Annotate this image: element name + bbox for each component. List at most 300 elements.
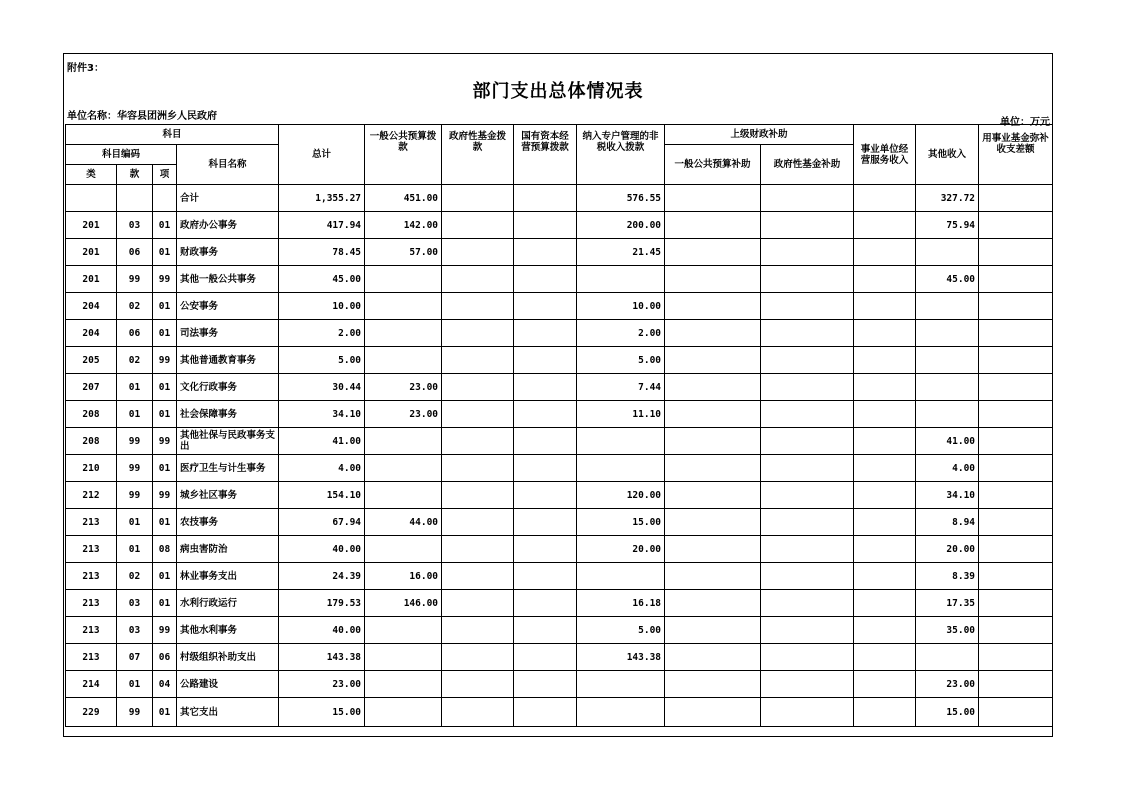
fund-balance-value (979, 671, 1053, 698)
general-budget-value (365, 482, 442, 509)
general-budget-value: 44.00 (365, 509, 442, 536)
general-budget-value (365, 347, 442, 374)
special-non-tax-value (577, 266, 665, 293)
table-row (66, 320, 1053, 347)
fund-balance-value (979, 266, 1053, 293)
item-code: 01 (153, 320, 177, 347)
section-code: 03 (117, 590, 153, 617)
general-budget-value (365, 455, 442, 482)
service-income-value (854, 347, 916, 374)
header-superior-subsidy: 上级财政补助 (665, 125, 854, 145)
fund-balance-value (979, 536, 1053, 563)
total-value: 5.00 (279, 347, 365, 374)
gov-fund-value (442, 401, 514, 428)
subject-name: 水利行政运行 (177, 590, 279, 617)
general-budget-value (365, 293, 442, 320)
other-income-value: 15.00 (916, 698, 979, 727)
attachment-label: 附件3： (67, 63, 104, 74)
superior-fund-value (761, 212, 854, 239)
class-code (66, 185, 117, 212)
superior-fund-value (761, 320, 854, 347)
state-capital-value (514, 671, 577, 698)
table-row (66, 536, 1053, 563)
special-non-tax-value (577, 455, 665, 482)
fund-balance-value (979, 347, 1053, 374)
total-value: 40.00 (279, 617, 365, 644)
superior-general-value (665, 698, 761, 727)
class-code: 201 (66, 239, 117, 266)
section-code: 03 (117, 212, 153, 239)
special-non-tax-value (577, 671, 665, 698)
state-capital-value (514, 374, 577, 401)
total-value: 40.00 (279, 536, 365, 563)
other-income-value: 35.00 (916, 617, 979, 644)
fund-balance-value (979, 482, 1053, 509)
subject-name: 村级组织补助支出 (177, 644, 279, 671)
gov-fund-value (442, 374, 514, 401)
special-non-tax-value: 15.00 (577, 509, 665, 536)
service-income-value (854, 455, 916, 482)
superior-fund-value (761, 185, 854, 212)
class-code: 213 (66, 617, 117, 644)
service-income-value (854, 374, 916, 401)
special-non-tax-value: 143.38 (577, 644, 665, 671)
service-income-value (854, 536, 916, 563)
table-row (66, 185, 1053, 212)
item-code: 01 (153, 698, 177, 727)
fund-balance-value (979, 509, 1053, 536)
table-row (66, 428, 1053, 455)
fund-balance-value (979, 563, 1053, 590)
total-value: 45.00 (279, 266, 365, 293)
section-code: 99 (117, 428, 153, 455)
class-code: 207 (66, 374, 117, 401)
superior-fund-value (761, 293, 854, 320)
class-code: 201 (66, 212, 117, 239)
other-income-value (916, 374, 979, 401)
special-non-tax-value: 200.00 (577, 212, 665, 239)
section-code: 03 (117, 617, 153, 644)
other-income-value: 34.10 (916, 482, 979, 509)
section-code: 99 (117, 698, 153, 727)
subject-name: 其他社保与民政事务支出 (177, 428, 279, 455)
section-code: 99 (117, 266, 153, 293)
subject-name: 政府办公事务 (177, 212, 279, 239)
general-budget-value (365, 266, 442, 293)
subject-name: 文化行政事务 (177, 374, 279, 401)
service-income-value (854, 563, 916, 590)
fund-balance-value (979, 320, 1053, 347)
subject-name: 病虫害防治 (177, 536, 279, 563)
item-code: 01 (153, 374, 177, 401)
general-budget-value: 146.00 (365, 590, 442, 617)
other-income-value (916, 320, 979, 347)
subject-name: 农技事务 (177, 509, 279, 536)
superior-general-value (665, 671, 761, 698)
superior-general-value (665, 185, 761, 212)
section-code: 02 (117, 563, 153, 590)
superior-general-value (665, 482, 761, 509)
header-subject-name: 科目名称 (177, 145, 279, 185)
gov-fund-value (442, 293, 514, 320)
section-code: 02 (117, 347, 153, 374)
other-income-value: 4.00 (916, 455, 979, 482)
general-budget-value: 451.00 (365, 185, 442, 212)
currency-unit-label: 单位：万元 (1000, 117, 1050, 128)
table-row (66, 563, 1053, 590)
total-value: 179.53 (279, 590, 365, 617)
gov-fund-value (442, 212, 514, 239)
subject-name: 司法事务 (177, 320, 279, 347)
subject-name: 其他一般公共事务 (177, 266, 279, 293)
item-code: 99 (153, 617, 177, 644)
section-code: 01 (117, 374, 153, 401)
superior-fund-value (761, 428, 854, 455)
gov-fund-value (442, 590, 514, 617)
section-code (117, 185, 153, 212)
item-code: 01 (153, 239, 177, 266)
superior-general-value (665, 401, 761, 428)
fund-balance-value (979, 212, 1053, 239)
expenditure-table (65, 124, 1053, 727)
general-budget-value (365, 644, 442, 671)
general-budget-value (365, 536, 442, 563)
service-income-value (854, 698, 916, 727)
superior-fund-value (761, 563, 854, 590)
state-capital-value (514, 644, 577, 671)
other-income-value (916, 401, 979, 428)
total-value: 4.00 (279, 455, 365, 482)
service-income-value (854, 320, 916, 347)
state-capital-value (514, 347, 577, 374)
service-income-value (854, 266, 916, 293)
state-capital-value (514, 455, 577, 482)
total-value: 41.00 (279, 428, 365, 455)
state-capital-value (514, 293, 577, 320)
table-row (66, 266, 1053, 293)
table-row (66, 590, 1053, 617)
state-capital-value (514, 536, 577, 563)
superior-general-value (665, 644, 761, 671)
general-budget-value (365, 698, 442, 727)
total-value: 10.00 (279, 293, 365, 320)
gov-fund-value (442, 347, 514, 374)
total-value: 78.45 (279, 239, 365, 266)
class-code: 201 (66, 266, 117, 293)
header-subject: 科目 (66, 125, 279, 145)
general-budget-value (365, 320, 442, 347)
service-income-value (854, 590, 916, 617)
service-income-value (854, 671, 916, 698)
header-special-non-tax: 纳入专户管理的非税收入拨款 (577, 125, 665, 185)
class-code: 212 (66, 482, 117, 509)
gov-fund-value (442, 563, 514, 590)
service-income-value (854, 185, 916, 212)
state-capital-value (514, 239, 577, 266)
superior-general-value (665, 374, 761, 401)
service-income-value (854, 428, 916, 455)
special-non-tax-value: 21.45 (577, 239, 665, 266)
header-subject-code: 科目编码 (66, 145, 177, 165)
superior-fund-value (761, 239, 854, 266)
table-row (66, 374, 1053, 401)
gov-fund-value (442, 482, 514, 509)
fund-balance-value (979, 617, 1053, 644)
superior-fund-value (761, 698, 854, 727)
class-code: 204 (66, 320, 117, 347)
superior-fund-value (761, 590, 854, 617)
section-code: 01 (117, 536, 153, 563)
superior-fund-value (761, 617, 854, 644)
gov-fund-value (442, 671, 514, 698)
header-total: 总计 (279, 125, 365, 185)
total-value: 1,355.27 (279, 185, 365, 212)
fund-balance-value (979, 293, 1053, 320)
header-gov-fund: 政府性基金拨款 (442, 125, 514, 185)
other-income-value: 8.94 (916, 509, 979, 536)
special-non-tax-value: 16.18 (577, 590, 665, 617)
superior-general-value (665, 536, 761, 563)
class-code: 213 (66, 509, 117, 536)
superior-general-value (665, 563, 761, 590)
superior-general-value (665, 455, 761, 482)
item-code: 01 (153, 590, 177, 617)
gov-fund-value (442, 428, 514, 455)
special-non-tax-value: 10.00 (577, 293, 665, 320)
table-row (66, 347, 1053, 374)
superior-general-value (665, 590, 761, 617)
header-class: 类 (66, 165, 117, 185)
state-capital-value (514, 698, 577, 727)
superior-fund-value (761, 401, 854, 428)
superior-general-value (665, 347, 761, 374)
fund-balance-value (979, 185, 1053, 212)
table-row (66, 482, 1053, 509)
header-section: 款 (117, 165, 153, 185)
fund-balance-value (979, 374, 1053, 401)
header-general-budget: 一般公共预算拨款 (365, 125, 442, 185)
service-income-value (854, 617, 916, 644)
state-capital-value (514, 563, 577, 590)
fund-balance-value (979, 428, 1053, 455)
gov-fund-value (442, 266, 514, 293)
section-code: 07 (117, 644, 153, 671)
special-non-tax-value (577, 563, 665, 590)
superior-general-value (665, 617, 761, 644)
special-non-tax-value (577, 428, 665, 455)
special-non-tax-value (577, 698, 665, 727)
section-code: 01 (117, 509, 153, 536)
service-income-value (854, 509, 916, 536)
general-budget-value: 23.00 (365, 401, 442, 428)
gov-fund-value (442, 698, 514, 727)
class-code: 208 (66, 401, 117, 428)
subject-name: 城乡社区事务 (177, 482, 279, 509)
class-code: 213 (66, 563, 117, 590)
table-row (66, 644, 1053, 671)
item-code: 01 (153, 509, 177, 536)
header-service-income: 事业单位经营服务收入 (854, 125, 916, 185)
total-value: 34.10 (279, 401, 365, 428)
other-income-value (916, 293, 979, 320)
header-superior-general: 一般公共预算补助 (665, 145, 761, 185)
gov-fund-value (442, 617, 514, 644)
superior-fund-value (761, 509, 854, 536)
superior-fund-value (761, 347, 854, 374)
special-non-tax-value: 2.00 (577, 320, 665, 347)
item-code: 01 (153, 401, 177, 428)
superior-general-value (665, 212, 761, 239)
item-code: 99 (153, 482, 177, 509)
state-capital-value (514, 320, 577, 347)
fund-balance-value (979, 239, 1053, 266)
fund-balance-value (979, 644, 1053, 671)
section-code: 02 (117, 293, 153, 320)
header-state-capital: 国有资本经营预算拨款 (514, 125, 577, 185)
subject-name: 其他普通教育事务 (177, 347, 279, 374)
unit-name-label: 单位名称：华容县团洲乡人民政府 (67, 111, 217, 122)
special-non-tax-value: 5.00 (577, 617, 665, 644)
general-budget-value: 57.00 (365, 239, 442, 266)
header-superior-fund: 政府性基金补助 (761, 145, 854, 185)
section-code: 01 (117, 671, 153, 698)
superior-general-value (665, 293, 761, 320)
superior-fund-value (761, 374, 854, 401)
superior-fund-value (761, 536, 854, 563)
subject-name: 公安事务 (177, 293, 279, 320)
table-row (66, 239, 1053, 266)
state-capital-value (514, 617, 577, 644)
state-capital-value (514, 401, 577, 428)
superior-fund-value (761, 482, 854, 509)
table-row (66, 617, 1053, 644)
table-row (66, 509, 1053, 536)
total-value: 15.00 (279, 698, 365, 727)
gov-fund-value (442, 644, 514, 671)
other-income-value (916, 347, 979, 374)
item-code: 99 (153, 347, 177, 374)
subject-name: 社会保障事务 (177, 401, 279, 428)
item-code: 99 (153, 266, 177, 293)
table-row (66, 212, 1053, 239)
state-capital-value (514, 482, 577, 509)
table-row (66, 455, 1053, 482)
table-row (66, 698, 1053, 727)
other-income-value: 23.00 (916, 671, 979, 698)
superior-general-value (665, 428, 761, 455)
gov-fund-value (442, 509, 514, 536)
other-income-value: 17.35 (916, 590, 979, 617)
total-value: 154.10 (279, 482, 365, 509)
service-income-value (854, 644, 916, 671)
gov-fund-value (442, 455, 514, 482)
superior-fund-value (761, 266, 854, 293)
superior-general-value (665, 320, 761, 347)
other-income-value: 327.72 (916, 185, 979, 212)
table-row (66, 293, 1053, 320)
subject-name: 其它支出 (177, 698, 279, 727)
gov-fund-value (442, 185, 514, 212)
page-title: 部门支出总体情况表 (472, 81, 644, 102)
class-code: 204 (66, 293, 117, 320)
superior-fund-value (761, 671, 854, 698)
class-code: 208 (66, 428, 117, 455)
other-income-value: 20.00 (916, 536, 979, 563)
item-code: 01 (153, 563, 177, 590)
fund-balance-value (979, 455, 1053, 482)
header-item: 项 (153, 165, 177, 185)
subject-name: 林业事务支出 (177, 563, 279, 590)
service-income-value (854, 482, 916, 509)
superior-general-value (665, 509, 761, 536)
special-non-tax-value: 7.44 (577, 374, 665, 401)
item-code: 08 (153, 536, 177, 563)
table-row (66, 671, 1053, 698)
item-code: 01 (153, 455, 177, 482)
service-income-value (854, 293, 916, 320)
class-code: 213 (66, 644, 117, 671)
total-value: 143.38 (279, 644, 365, 671)
fund-balance-value (979, 401, 1053, 428)
section-code: 01 (117, 401, 153, 428)
special-non-tax-value: 120.00 (577, 482, 665, 509)
general-budget-value (365, 617, 442, 644)
state-capital-value (514, 266, 577, 293)
gov-fund-value (442, 536, 514, 563)
special-non-tax-value: 20.00 (577, 536, 665, 563)
other-income-value (916, 644, 979, 671)
section-code: 06 (117, 320, 153, 347)
section-code: 99 (117, 455, 153, 482)
service-income-value (854, 401, 916, 428)
header-fund-balance: 用事业基金弥补收支差额 (979, 125, 1053, 185)
subject-name: 医疗卫生与计生事务 (177, 455, 279, 482)
superior-fund-value (761, 644, 854, 671)
total-value: 23.00 (279, 671, 365, 698)
state-capital-value (514, 509, 577, 536)
other-income-value: 75.94 (916, 212, 979, 239)
fund-balance-value (979, 698, 1053, 727)
gov-fund-value (442, 320, 514, 347)
fund-balance-value (979, 590, 1053, 617)
superior-general-value (665, 239, 761, 266)
superior-fund-value (761, 455, 854, 482)
total-value: 67.94 (279, 509, 365, 536)
item-code: 04 (153, 671, 177, 698)
class-code: 210 (66, 455, 117, 482)
general-budget-value (365, 671, 442, 698)
item-code: 01 (153, 293, 177, 320)
section-code: 99 (117, 482, 153, 509)
total-value: 2.00 (279, 320, 365, 347)
total-value: 24.39 (279, 563, 365, 590)
item-code: 06 (153, 644, 177, 671)
other-income-value (916, 239, 979, 266)
general-budget-value: 23.00 (365, 374, 442, 401)
state-capital-value (514, 590, 577, 617)
subject-name: 财政事务 (177, 239, 279, 266)
state-capital-value (514, 212, 577, 239)
section-code: 06 (117, 239, 153, 266)
special-non-tax-value: 5.00 (577, 347, 665, 374)
subject-name: 公路建设 (177, 671, 279, 698)
class-code: 213 (66, 536, 117, 563)
other-income-value: 41.00 (916, 428, 979, 455)
other-income-value: 45.00 (916, 266, 979, 293)
subject-name: 其他水利事务 (177, 617, 279, 644)
general-budget-value: 16.00 (365, 563, 442, 590)
item-code (153, 185, 177, 212)
